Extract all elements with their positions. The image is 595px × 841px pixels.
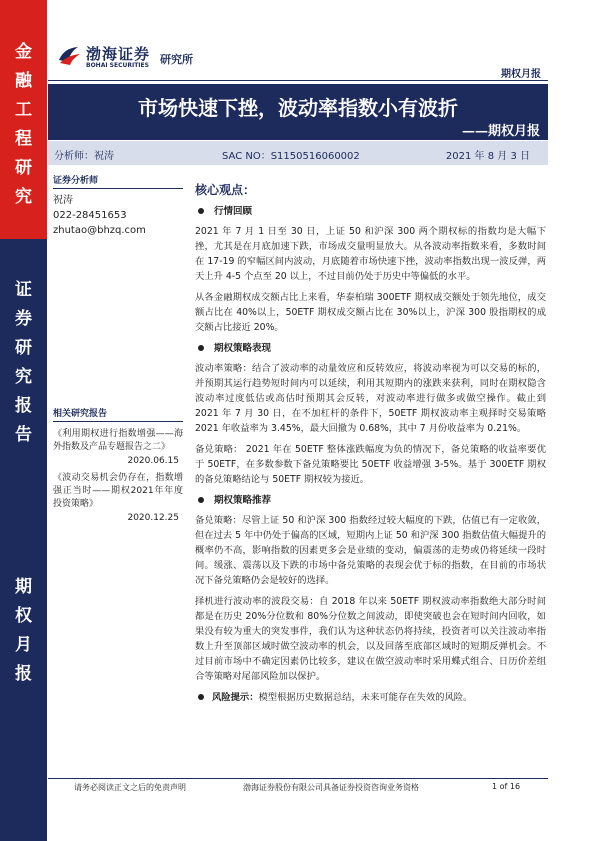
related-report-title[interactable]: 《利用期权进行指数增强——海外指数及产品专题报告之二》 — [53, 429, 183, 452]
sidebar-char: 报 — [15, 664, 32, 684]
analyst-box — [53, 173, 183, 238]
paragraph: 波动率策略：结合了波动率的动量效应和反转效应，将波动率视为可以交易的标的，并预期其运行趋势短时间内可以延续，利用其短期内的涨跌来获利，同时在期权隐含波动率过度低估或高估时预期其会反转，对波动率进行做多或做空操作。截止到 2021 年 7 月 30 日，在不加杠杆的条件下，50ETF 期权波动率主观择时交易策略 2021 年收益率为 3.45%，最大回撤为 0.68%，其中 7 月份收益率为 0.21%。 — [195, 363, 546, 434]
disclaimer-note[interactable]: 请务必阅读正文之后的免责声明 — [74, 783, 186, 792]
risk-label: 风险提示： — [212, 692, 259, 703]
header-divider — [48, 80, 548, 81]
sidebar-char: 融 — [15, 71, 32, 91]
sidebar-char: 究 — [15, 367, 32, 387]
bohai-logo-icon — [56, 42, 82, 68]
section-heading — [195, 493, 546, 508]
sidebar-char: 期 — [15, 577, 32, 597]
sidebar-label-bottom — [0, 573, 47, 689]
sidebar-char: 工 — [15, 100, 32, 120]
related-report-date: 2020.06.15 — [127, 456, 179, 466]
section-title: 期权策略表现 — [214, 343, 272, 354]
report-title: 市场快速下挫，波动率指数小有波折 — [138, 96, 458, 120]
footer-divider — [48, 778, 548, 779]
related-report-date: 2020.12.25 — [127, 513, 179, 523]
main-content — [195, 183, 546, 711]
sidebar-char: 月 — [15, 635, 32, 655]
section-title: 期权策略推荐 — [214, 495, 272, 506]
institute-label: 研究所 — [160, 53, 193, 66]
analyst-box-heading: 证券分析师 — [53, 173, 183, 189]
sidebar-char: 究 — [15, 187, 32, 207]
qualification-note: 渤海证券股份有限公司具备证券投资咨询业务资格 — [243, 783, 419, 792]
logo-chinese-name: 渤海证券 — [86, 45, 151, 63]
paragraph: 备兑策略：尽管上证 50 和沪深 300 指数经过较大幅度的下跌，估值已有一定收敛，但在过去 5 年中仍处于偏高的区域，短期内上证 50 和沪深 300 指数估值大幅提升的概率仍不高，影响指数的因素更多会是业绩的变动，偏震荡的走势或仍将延续一段时间。缓涨、震荡以及下跌的市场中备兑策略的表现会优于标的指数，在目前的市场状况下备兑策略仍会是较好的选择。 — [195, 515, 546, 586]
sidebar-label-middle — [0, 276, 47, 450]
sidebar-char: 报 — [15, 396, 32, 416]
sac-number: SAC NO：S1150516060002 — [222, 151, 360, 162]
paragraph: 2021 年 7 月 1 日至 30 日，上证 50 和沪深 300 两个期权标的指数均是大幅下挫，尤其是在月底加速下跌，市场成交量明显放大。从各波动率指数来看，多数时间在 17-19 的窄幅区间内波动，月底随着市场快速下挫，波动率指数出现一波反弹，两天上升 4-5 个点至 20 以上，不过目前仍处于历史中等偏低的水平。 — [195, 226, 546, 282]
page-number: 1 of 16 — [492, 782, 521, 791]
section-heading — [195, 204, 546, 219]
paragraph: 备兑策略： 2021 年在 50ETF 整体涨跌幅度为负的情况下，备兑策略的收益率要优于 50ETF，在多数参数下备兑策略要比 50ETF 收益增强 3-5%。基于 300ETF 期权的备兑策略结论与 50ETF 期权较为接近。 — [195, 444, 546, 485]
sidebar-char: 证 — [15, 280, 32, 300]
info-bar — [48, 141, 548, 165]
analyst-info: 分析师：祝涛 — [54, 151, 114, 162]
section-title: 行情回顾 — [214, 206, 253, 217]
bullet-icon — [198, 497, 204, 503]
sidebar-char: 程 — [15, 129, 32, 149]
risk-text: 模型根据历史数据总结，未来可能存在失效的风险。 — [258, 692, 473, 703]
related-reports — [53, 406, 183, 529]
sidebar-char: 金 — [15, 42, 32, 62]
related-reports-heading: 相关研究报告 — [53, 406, 183, 422]
title-banner — [48, 84, 548, 140]
analyst-name: 祝涛 — [53, 195, 73, 206]
section-heading — [195, 341, 546, 356]
report-type: 期权月报 — [501, 69, 541, 80]
bullet-icon — [198, 208, 204, 214]
core-views-heading: 核心观点： — [195, 183, 256, 197]
paragraph: 从各金融期权成交额占比上来看，华泰柏瑞 300ETF 期权成交额处于领先地位，成交额占比在 40%以上，50ETF 期权成交额占比在 30%以上，沪深 300 股指期权的成交额占比接近 20%。 — [195, 292, 546, 333]
sidebar-char: 券 — [15, 309, 32, 329]
report-subtitle: ——期权月报 — [461, 124, 540, 139]
bullet-icon — [198, 345, 204, 351]
logo-english-name: BOHAI SECURITIES — [86, 62, 149, 69]
analyst-phone: 022-28451653 — [53, 210, 127, 221]
sidebar-char: 研 — [15, 158, 32, 178]
sidebar-char: 权 — [15, 606, 32, 626]
bullet-icon — [198, 694, 204, 700]
sidebar-char: 告 — [15, 425, 32, 445]
sidebar-char: 研 — [15, 338, 32, 358]
related-report-title[interactable]: 《波动交易机会仍存在，指数增强正当时——期权2021年年度投资策略》 — [53, 473, 183, 509]
sidebar-label-top — [0, 38, 47, 212]
risk-warning — [195, 690, 546, 705]
report-date: 2021 年 8 月 3 日 — [445, 151, 530, 162]
paragraph: 择机进行波动率的波段交易：自 2018 年以来 50ETF 期权波动率指数绝大部分时间都是在历史 20%分位数和 80%分位数之间波动，即使突破也会在短时间内回收，如果没有较为重大的突发事件，我们认为这种状态仍将持续，投资者可以关注波动率指数上升至顶部区域时做空波动率的机会，以及回落至底部区域时的短期反弹机会。不过目前市场中不确定因素仍比较多，建议在做空波动率时采用蝶式组合、日历价差组合等策略对尾部风险加以保护。 — [195, 596, 546, 682]
analyst-email: zhutao@bhzq.com — [53, 225, 146, 236]
